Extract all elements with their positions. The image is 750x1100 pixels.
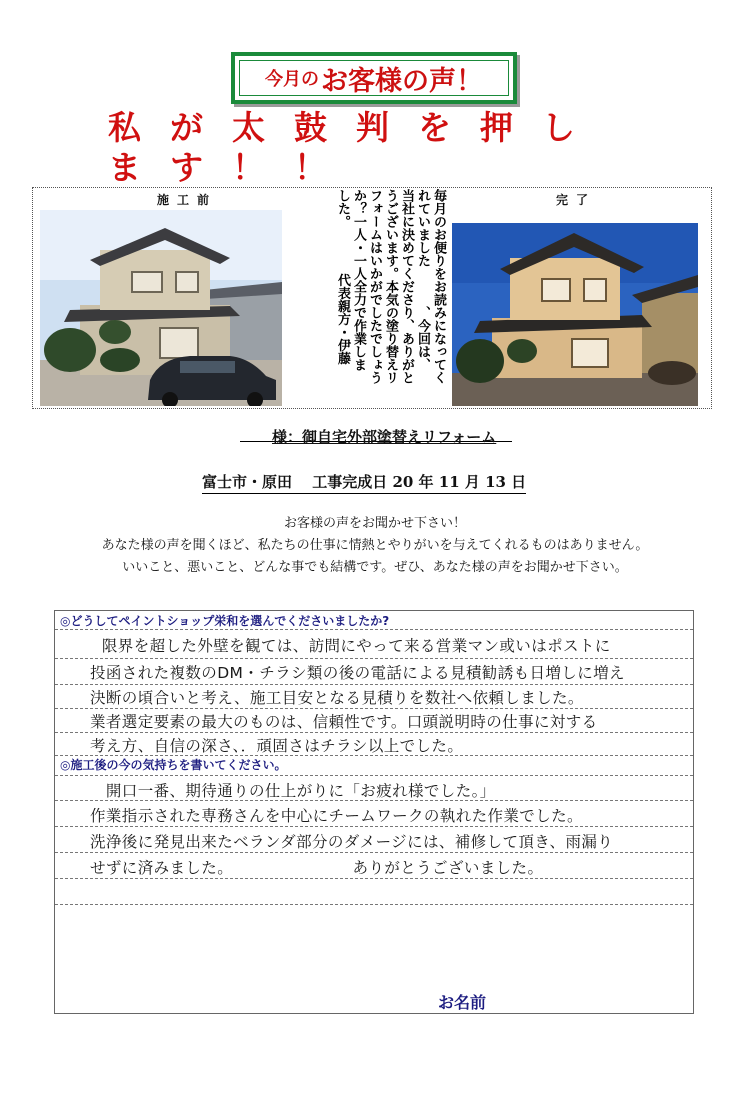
form-rule bbox=[55, 826, 693, 827]
question-1: ◎どうしてペイントショップ栄和を選んでくださいましたか? bbox=[60, 614, 390, 628]
owner-message bbox=[296, 189, 446, 403]
intro-line: お客様の声をお聞かせ下さい！ bbox=[283, 516, 466, 531]
answer-2-line: 開口一番、期待通りの仕上がりに「お疲れ様でした。」 bbox=[90, 782, 496, 800]
answer-2-line: 作業指示された専務さんを中心にチームワークの執れた作業でした。 bbox=[90, 807, 583, 825]
project-location: 富士市・原田 工事完成日 20 年 11 月 13 日 bbox=[202, 471, 526, 494]
title-big: お客様の声！ bbox=[321, 65, 483, 97]
form-rule bbox=[55, 684, 693, 685]
intro-line: いいこと、悪いこと、どんな事でも結構です。ぜひ、あなた様の声をお聞かせ下さい。 bbox=[122, 560, 628, 575]
answer-1-line: 投函された複数のDM・チラシ類の後の電話による見積勧誘も日増しに増え bbox=[90, 664, 625, 682]
owner-message-line: 当社に決めてくださり、ありがと bbox=[399, 189, 414, 384]
name-label: お名前 bbox=[438, 993, 487, 1012]
form-rule bbox=[55, 878, 693, 879]
answer-1-line: 考え方、自信の深さ、．頑固さはチラシ以上でした。 bbox=[90, 737, 464, 755]
intro-line: あなた様の声を聞くほど、私たちの仕事に情熱とやりがいを与えてくれるものはありません。 bbox=[101, 538, 649, 553]
owner-message-line: うございます。本気の塗り替えリ bbox=[383, 189, 398, 384]
answer-1-line: 限界を超した外壁を観ては、訪問にやって来る営業マン或いはポストに bbox=[86, 637, 611, 655]
before-photo bbox=[40, 210, 282, 406]
after-caption: 完了 bbox=[556, 193, 597, 207]
title-box bbox=[231, 52, 517, 104]
answer-2-line: せずに済みました。 ありがとうございました。 bbox=[90, 859, 544, 877]
title-inner bbox=[239, 60, 509, 96]
answer-2-line: 洗浄後に発見出来たベランダ部分のダメージには、補修して頂き、雨漏り bbox=[90, 833, 614, 851]
after-photo bbox=[452, 223, 698, 406]
headline: 私が太鼓判を押します！！ bbox=[108, 108, 604, 187]
owner-message-line: か？一人・一人全力で作業しま bbox=[351, 189, 366, 371]
owner-message-line: 毎月のお便りをお読みになってく bbox=[431, 189, 446, 384]
form-rule bbox=[55, 629, 693, 630]
title-small: 今月の bbox=[265, 69, 319, 90]
answer-1-line: 業者選定要素の最大のものは、信頼性です。口頭説明時の仕事に対する bbox=[90, 713, 598, 731]
form-rule bbox=[55, 852, 693, 853]
owner-message-line: フォームはいかがでしたでしょう bbox=[367, 189, 382, 384]
form-rule bbox=[55, 658, 693, 659]
form-rule bbox=[55, 732, 693, 733]
form-rule bbox=[55, 708, 693, 709]
form-rule bbox=[55, 904, 693, 905]
owner-message-line: した。 代表親方・伊藤 bbox=[335, 189, 350, 365]
answer-1-line: 決断の頃合いと考え、施工目安となる見積りを数社へ依頼しました。 bbox=[90, 689, 584, 707]
form-rule bbox=[55, 775, 693, 776]
before-caption: 施工前 bbox=[157, 193, 218, 207]
question-2: ◎施工後の今の気持ちを書いてください。 bbox=[60, 758, 287, 772]
owner-message-line: れていました 、今回は、 bbox=[415, 189, 430, 371]
project-subject: 様：御自宅外部塗替えリフォーム bbox=[272, 428, 497, 446]
